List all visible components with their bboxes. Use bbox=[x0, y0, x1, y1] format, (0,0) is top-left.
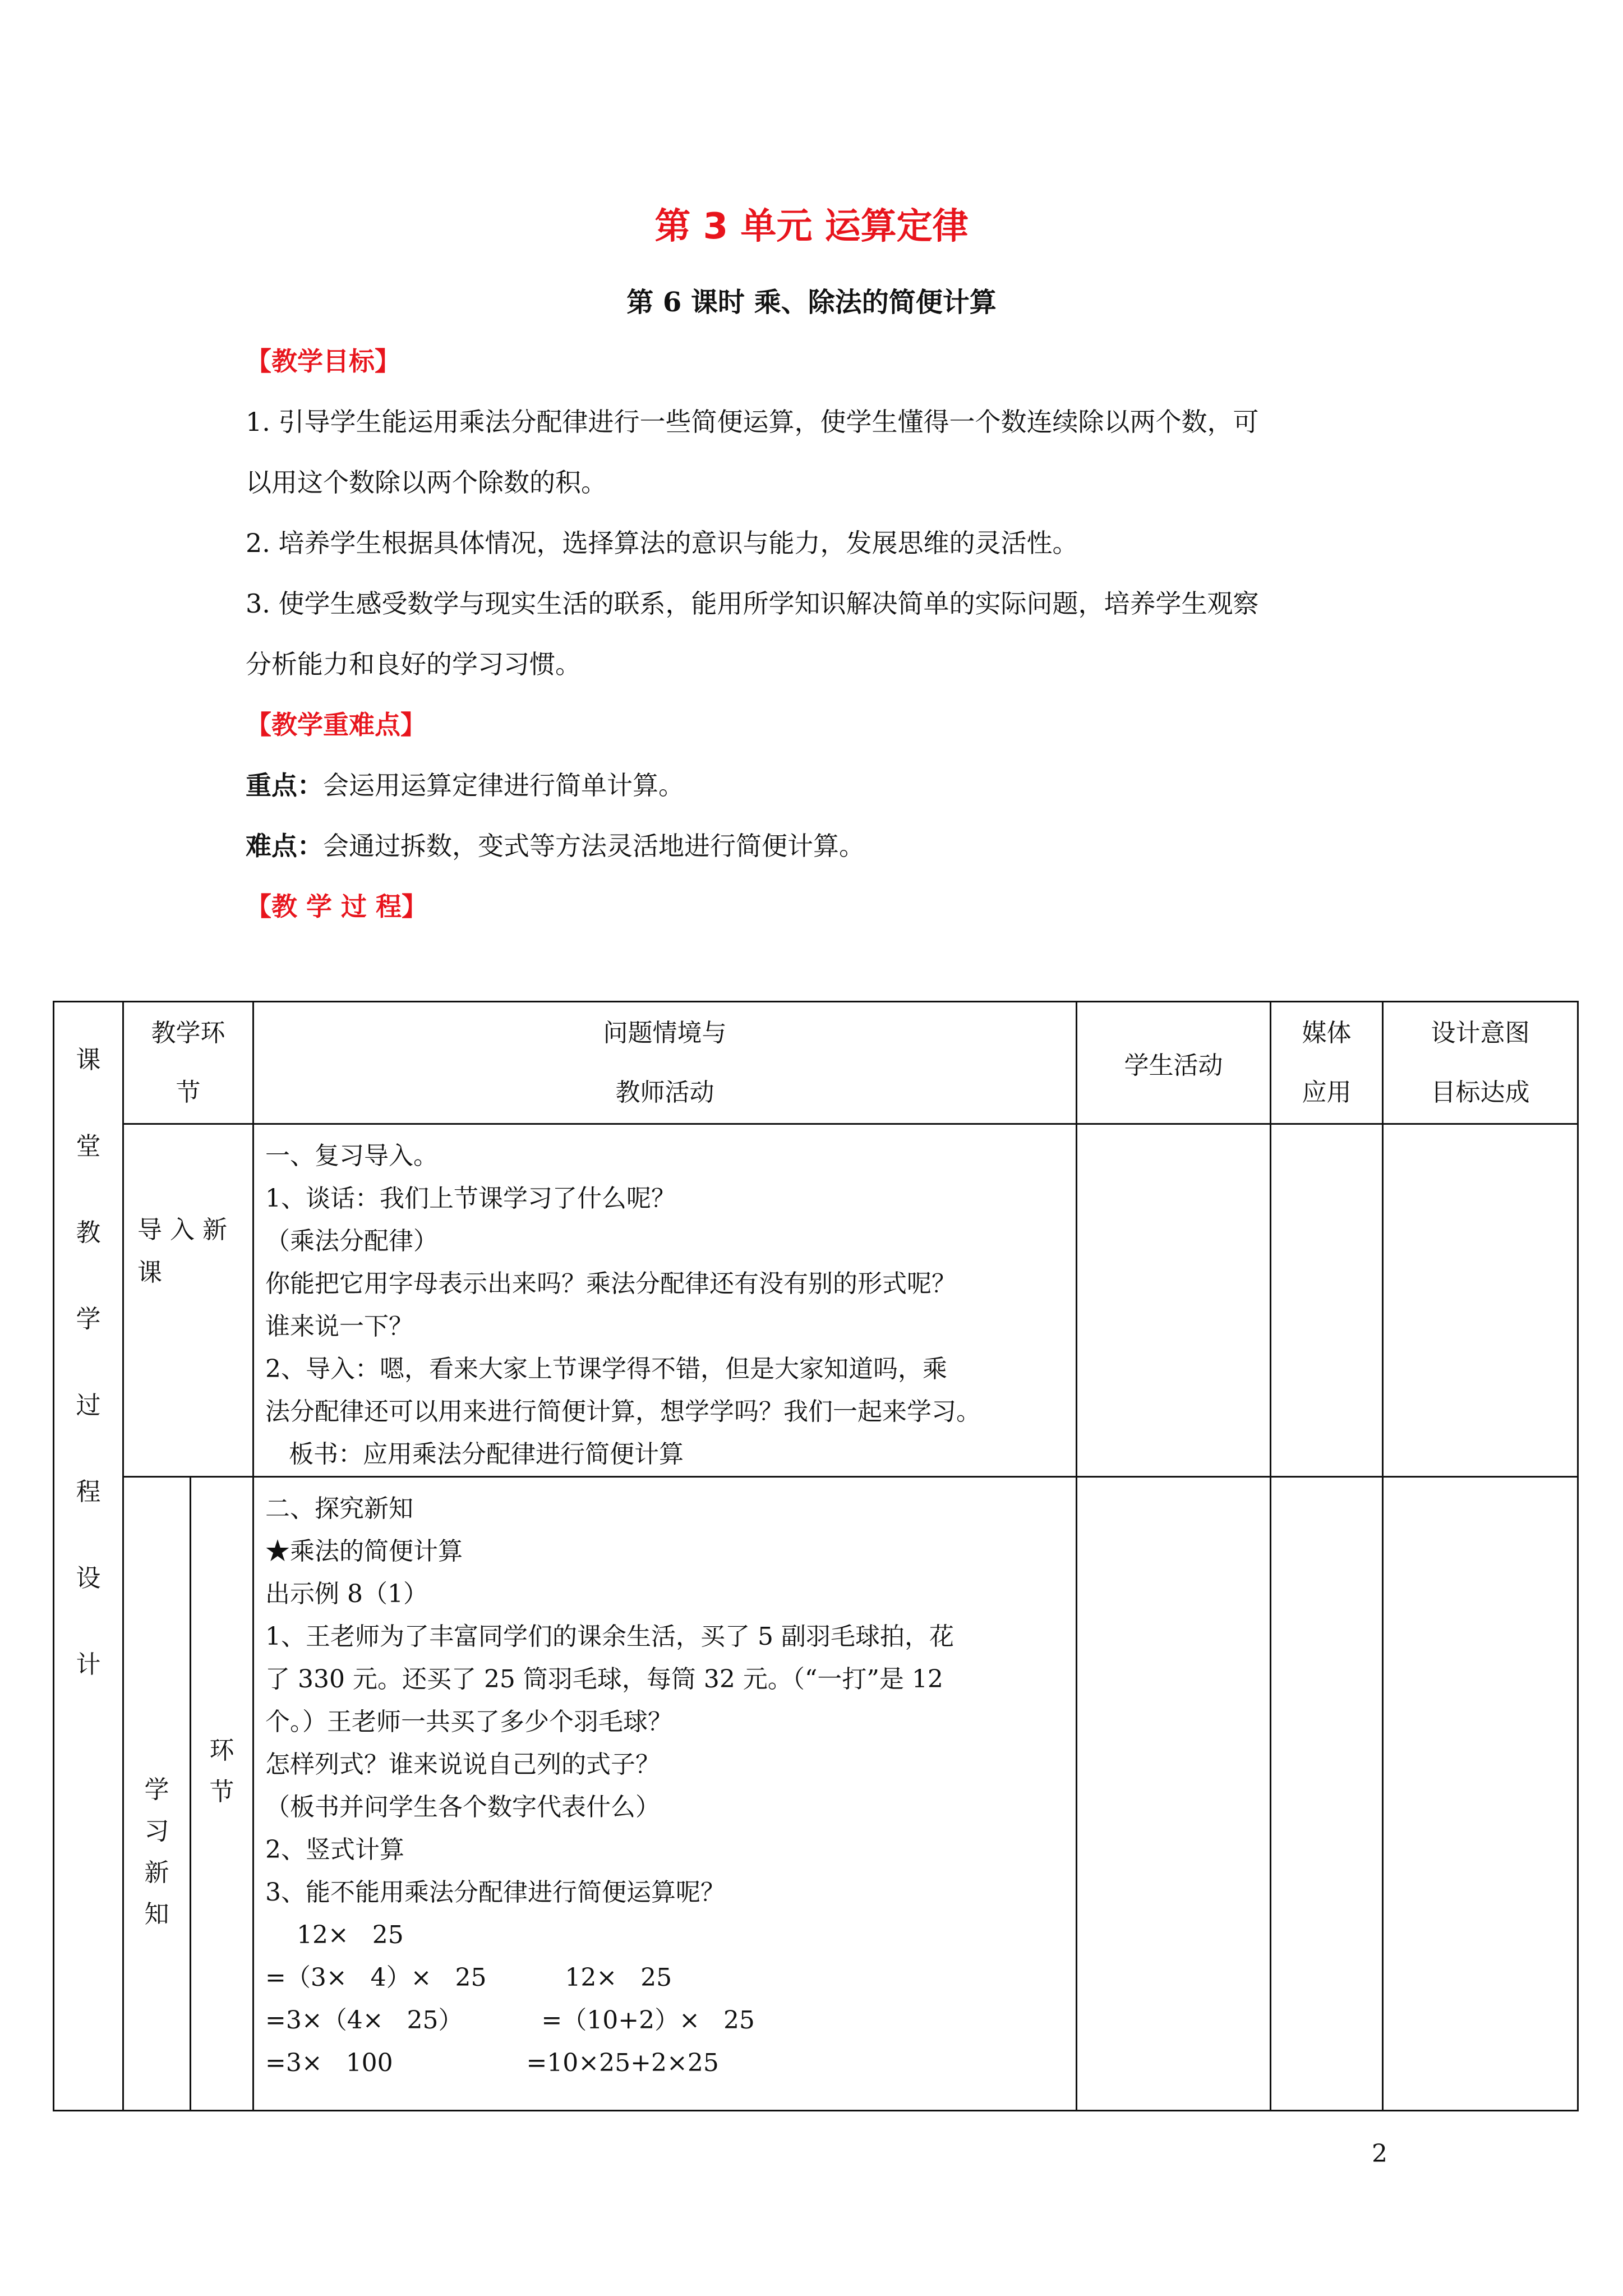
difficulty-label: 难点： bbox=[246, 831, 323, 861]
header-teacher bbox=[253, 1002, 1077, 1124]
text-line: 怎样列式？谁来说说自己列的式子？ bbox=[265, 1750, 660, 1779]
header-design-line: 目标达成 bbox=[1431, 1078, 1530, 1107]
side-label-char: 堂 bbox=[76, 1132, 101, 1161]
text-line: 法分配律还可以用来进行简便计算，想学学吗？我们一起来学习。 bbox=[265, 1397, 981, 1426]
lesson-process-table bbox=[53, 1001, 1579, 2111]
row-new-substage-char: 环 bbox=[209, 1736, 234, 1765]
difficulty-text: 会通过拆数，变式等方法灵活地进行简便计算。 bbox=[323, 831, 865, 861]
text-line: 二、探究新知 bbox=[265, 1494, 413, 1523]
objective-item bbox=[246, 392, 1384, 513]
header-student: 学生活动 bbox=[1077, 1002, 1271, 1124]
header-stage bbox=[123, 1002, 253, 1124]
focus-text: 会运用运算定律进行简单计算。 bbox=[323, 770, 684, 800]
text-line: 2、竖式计算 bbox=[265, 1835, 404, 1864]
page-number: 2 bbox=[1372, 2139, 1387, 2168]
row-intro-teacher bbox=[253, 1124, 1077, 1477]
side-label-char: 学 bbox=[76, 1305, 101, 1333]
lesson-subtitle: 第 6 课时 乘、除法的简便计算 bbox=[626, 287, 997, 318]
text-line: 板书：应用乘法分配律进行简便计算 bbox=[265, 1440, 684, 1469]
row-intro-design bbox=[1383, 1124, 1578, 1477]
text-line: 2、导入：嗯，看来大家上节课学得不错，但是大家知道吗，乘 bbox=[265, 1355, 947, 1383]
difficulty-line bbox=[246, 816, 1384, 876]
text-line: （乘法分配律） bbox=[265, 1227, 438, 1255]
row-intro-media bbox=[1271, 1124, 1383, 1477]
header-media-line: 应用 bbox=[1302, 1078, 1352, 1107]
text-line: =3×（4× 25） =（10+2）× 25 bbox=[265, 2006, 755, 2035]
text-line: =（3× 4）× 25 12× 25 bbox=[265, 1963, 672, 1992]
row-new-substage bbox=[191, 1477, 253, 2111]
objective-item bbox=[246, 513, 1384, 573]
row-intro-stage-line: 课 bbox=[137, 1258, 162, 1287]
text-line: 1、王老师为了丰富同学们的课余生活，买了 5 副羽毛球拍，花 bbox=[265, 1622, 954, 1651]
header-media-line: 媒体 bbox=[1302, 1018, 1352, 1047]
side-label-char: 教 bbox=[76, 1218, 101, 1247]
text-line: 3、能不能用乘法分配律进行简便运算呢？ bbox=[265, 1878, 725, 1907]
row-new-stage-char: 知 bbox=[144, 1900, 169, 1929]
objective-1-line-1: 1. 引导学生能运用乘法分配律进行一些简便运算，使学生懂得一个数连续除以两个数，可 bbox=[246, 407, 1259, 437]
row-new-substage-char: 节 bbox=[209, 1778, 234, 1806]
text-line: 1、谈话：我们上节课学习了什么呢？ bbox=[265, 1184, 676, 1213]
text-line: 个。）王老师一共买了多少个羽毛球？ bbox=[265, 1708, 672, 1736]
objective-item bbox=[246, 573, 1384, 694]
process-header: 【教 学 过 程】 bbox=[246, 891, 428, 922]
header-stage-line: 教学环 bbox=[151, 1018, 225, 1047]
header-stage-line: 节 bbox=[176, 1078, 201, 1107]
key-points-header: 【教学重难点】 bbox=[246, 710, 426, 740]
objective-2-line-1: 2. 培养学生根据具体情况，选择算法的意识与能力，发展思维的灵活性。 bbox=[246, 528, 1078, 558]
row-new-stage-char: 学 bbox=[144, 1775, 169, 1804]
objective-3-line-1: 3. 使学生感受数学与现实生活的联系，能用所学知识解决简单的实际问题，培养学生观察 bbox=[246, 588, 1259, 619]
focus-label: 重点： bbox=[246, 770, 323, 800]
side-label-char: 程 bbox=[76, 1478, 101, 1506]
side-label-char: 计 bbox=[76, 1650, 101, 1679]
row-intro-stage bbox=[123, 1124, 253, 1477]
header-media bbox=[1271, 1002, 1383, 1124]
row-new-design bbox=[1383, 1477, 1578, 2111]
text-line: 了 330 元。还买了 25 筒羽毛球，每筒 32 元。（“一打”是 12 bbox=[265, 1665, 943, 1694]
text-line: 12× 25 bbox=[265, 1921, 404, 1949]
row-new-stage-char: 新 bbox=[144, 1858, 169, 1887]
text-line: =3× 100 =10×25+2×25 bbox=[265, 2049, 719, 2077]
row-new-stage-char: 习 bbox=[144, 1817, 169, 1846]
focus-line bbox=[246, 755, 1384, 816]
objective-1-line-2: 以用这个数除以两个除数的积。 bbox=[246, 467, 607, 498]
text-line: （板书并问学生各个数字代表什么） bbox=[265, 1793, 660, 1821]
row-new-media bbox=[1271, 1477, 1383, 2111]
row-intro-stage-line: 导 入 新 bbox=[137, 1216, 227, 1244]
header-design-line: 设计意图 bbox=[1431, 1018, 1530, 1047]
text-line: 你能把它用字母表示出来吗？乘法分配律还有没有别的形式呢？ bbox=[265, 1269, 956, 1298]
text-line: ★乘法的简便计算 bbox=[265, 1537, 463, 1566]
objective-3-line-2: 分析能力和良好的学习习惯。 bbox=[246, 649, 581, 679]
objectives-header: 【教学目标】 bbox=[246, 346, 400, 376]
text-line: 一、复习导入。 bbox=[265, 1142, 438, 1170]
text-line: 谁来说一下？ bbox=[265, 1312, 413, 1341]
header-teacher-line: 问题情境与 bbox=[603, 1018, 727, 1047]
objectives-section bbox=[246, 331, 1384, 937]
header-design bbox=[1383, 1002, 1578, 1124]
side-label-char: 课 bbox=[76, 1046, 101, 1074]
row-intro-student bbox=[1077, 1124, 1271, 1477]
side-label-column bbox=[54, 1002, 123, 2111]
row-new-stage bbox=[123, 1477, 191, 2111]
row-new-student bbox=[1077, 1477, 1271, 2111]
header-teacher-line: 教师活动 bbox=[615, 1078, 714, 1107]
page-title: 第 3 单元 运算定律 bbox=[654, 206, 969, 247]
side-label-char: 过 bbox=[76, 1391, 101, 1420]
side-label-char: 设 bbox=[76, 1564, 101, 1593]
text-line: 出示例 8（1） bbox=[265, 1580, 428, 1608]
row-new-teacher bbox=[253, 1477, 1077, 2111]
